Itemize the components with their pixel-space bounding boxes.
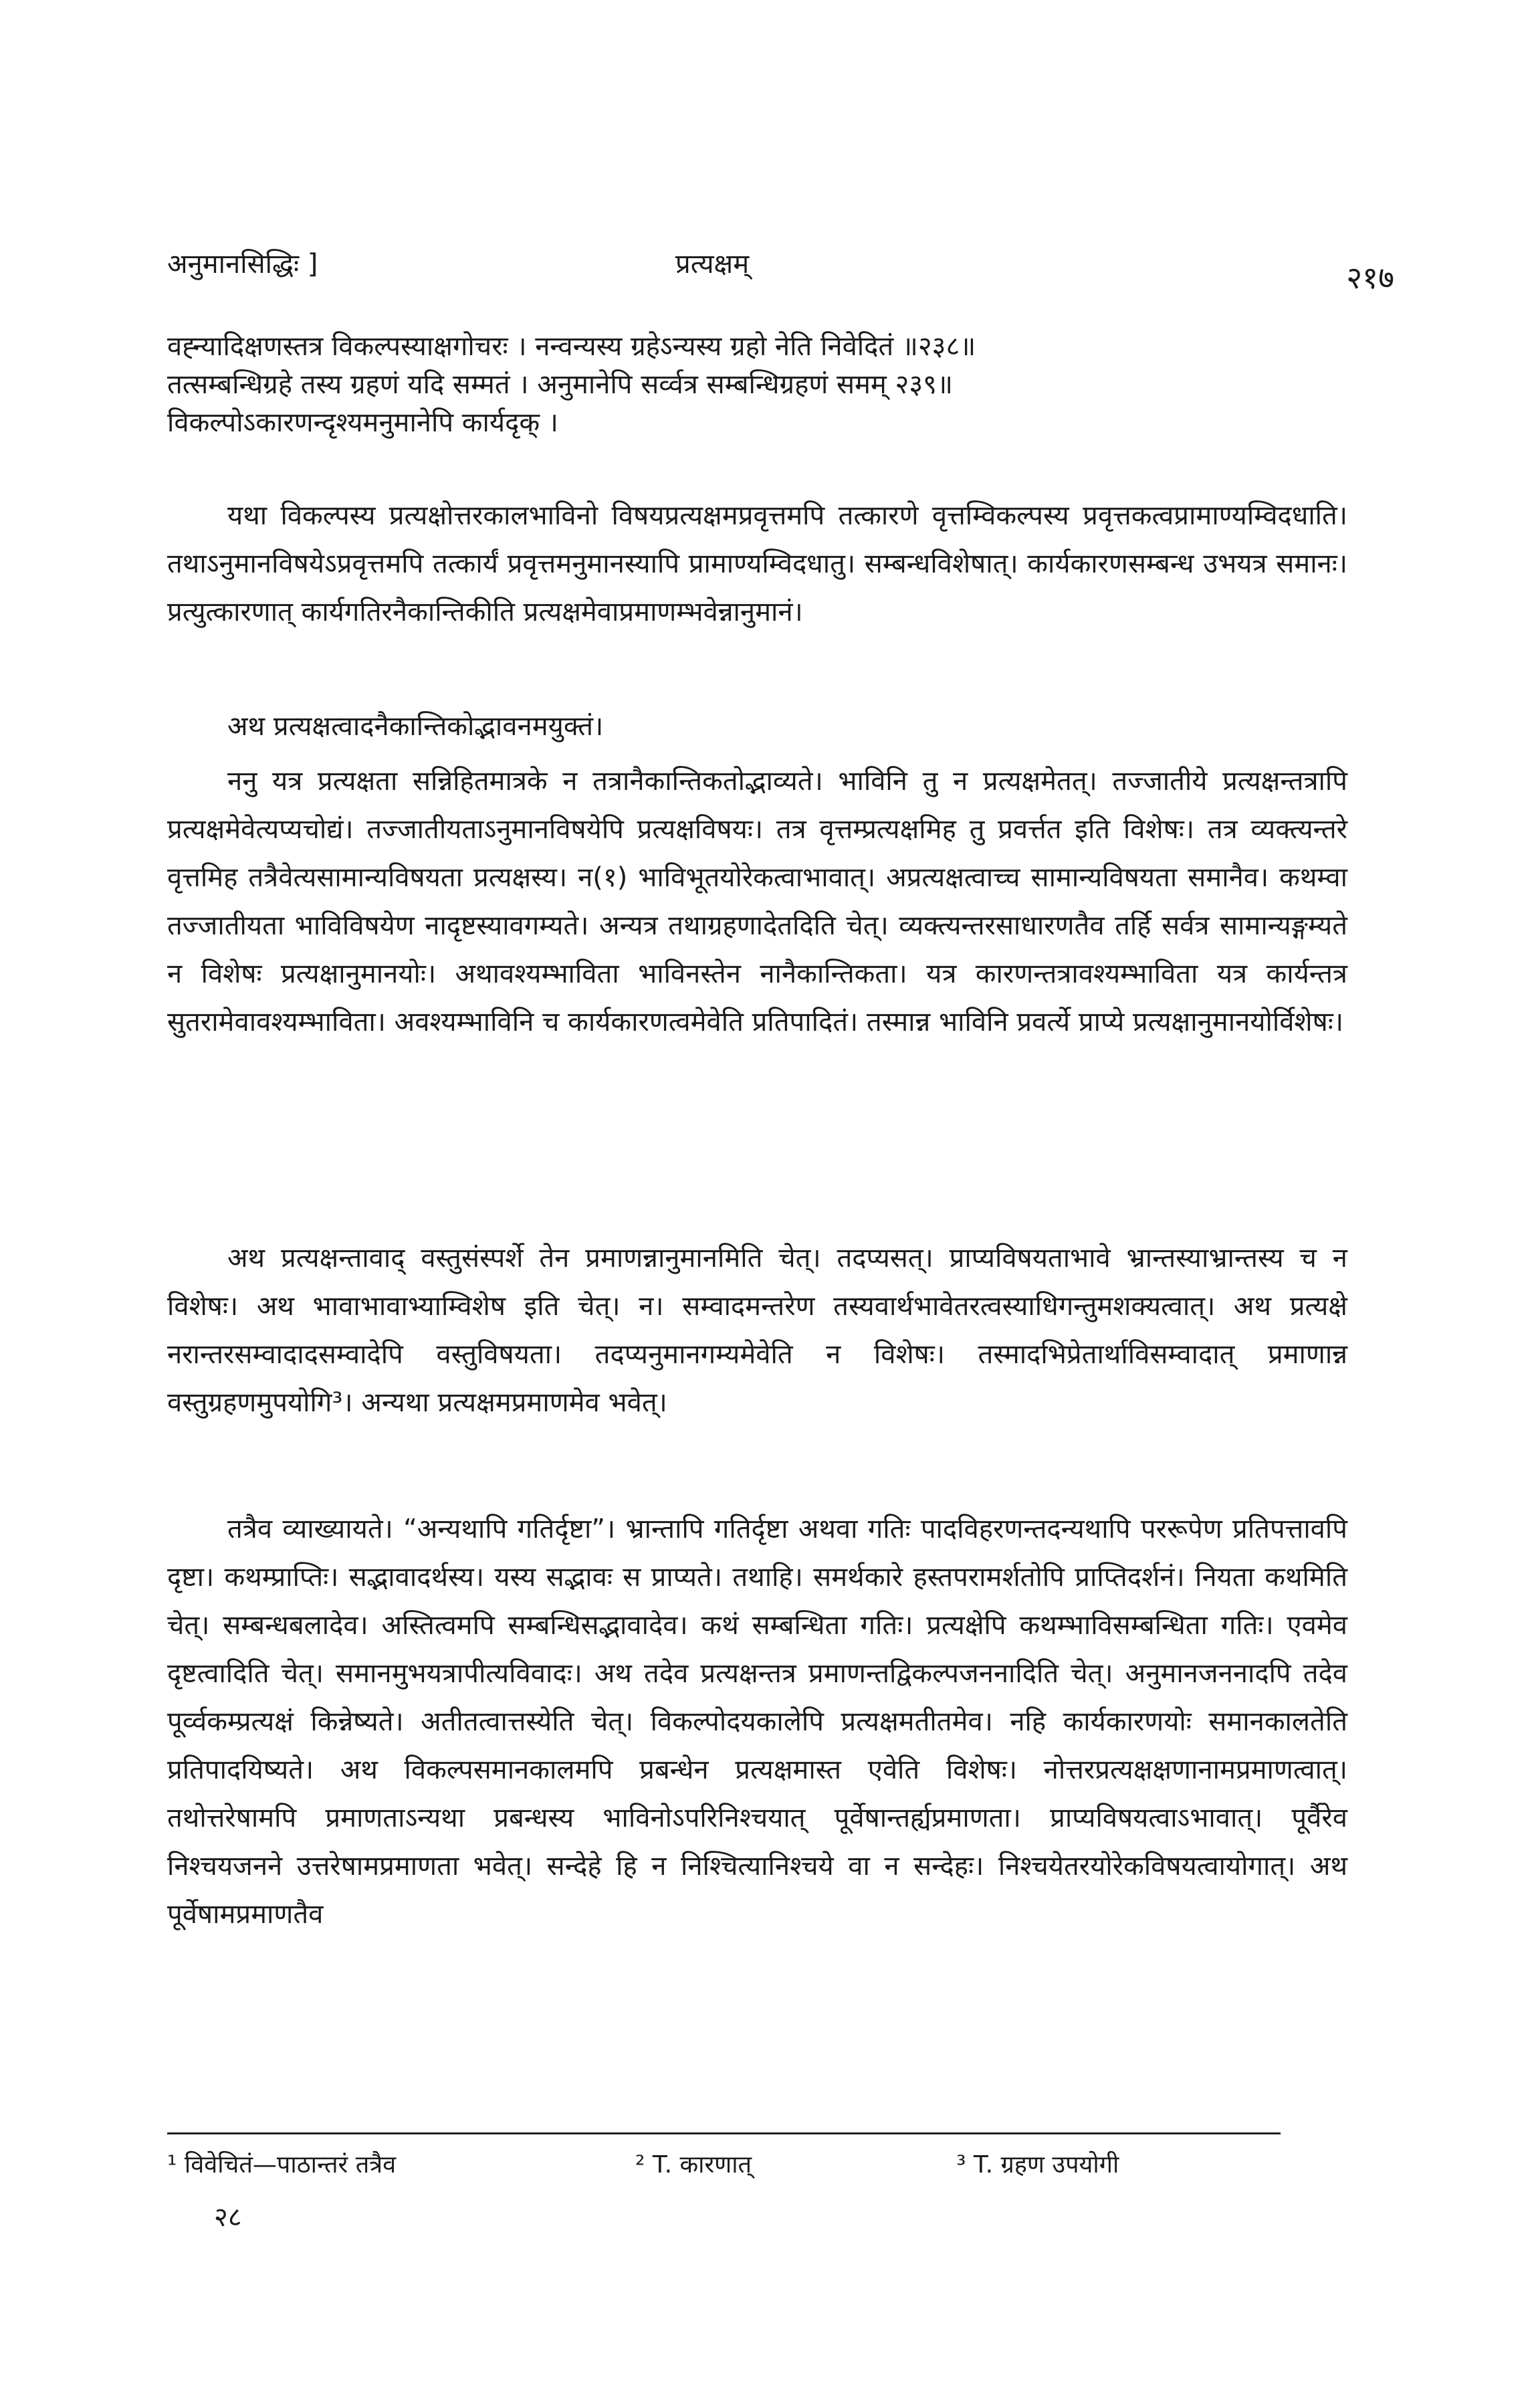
header-chapter-title: प्रत्यक्षम् [675, 249, 750, 280]
running-header [167, 244, 1394, 304]
verse-line: विकल्पोऽकारणन्दृश्यमनुमानेपि कार्यदृक् । [167, 407, 558, 438]
verse-block [167, 328, 1351, 442]
signature-mark: २८ [214, 2202, 242, 2233]
commentary-paragraph-4: तत्रैव व्याख्यायते। “अन्यथापि गतिर्दृष्टा”। भ्रान्तापि गतिर्दृष्टा अथवा गतिः पादविहरणन्तदन्यथापि पररूपेण प्रतिपत्तावपि दृष्टा। कथम्प्राप्तिः। सद्भावादर्थस्य। यस्य सद्भावः स प्राप्यते। तथाहि। समर्थकारे हस्तपरामर्शतोपि प्राप्तिदर्शनं। नियता कथमिति चेत्। सम्बन्धबलादेव। अस्तित्वमपि सम्बन्धिसद्भावादेव। कथं सम्बन्धिता गतिः। प्रत्यक्षेपि कथम्भाविसम्बन्धिता गतिः। एवमेव दृष्टत्वादिति चेत्। समानमुभयत्रापीत्यविवादः। अथ तदेव प्रत्यक्षन्तत्र प्रमाणन्तद्विकल्पजननादिति चेत्। अनुमानजननादपि तदेव पूर्व्वकम्प्रत्यक्षं किन्नेष्यते। अतीतत्वात्तस्येति चेत्। विकल्पोदयकालेपि प्रत्यक्षमतीतमेव। नहि कार्यकारणयोः समानकालतेति प्रतिपादयिष्यते। अथ विकल्पसमानकालमपि प्रबन्धेन प्रत्यक्षमास्त एवेति विशेषः। नोत्तरप्रत्यक्षक्षणानामप्रमाणत्वात्। तथोत्तरेषामपि प्रमाणताऽन्यथा प्रबन्धस्य भाविनोऽपरिनिश्चयात् पूर्वेषान्तर्ह्यप्रमाणता। प्राप्यविषयत्वाऽभावात्। पूर्वैरेव निश्चयजनने उत्तरेषामप्रमाणता भवेत्। सन्देहे हि न निश्चित्यानिश्चये वा न सन्देहः। निश्चयेतरयोरेकविषयत्वायोगात्। अथ पूर्वेषामप्रमाणतैव [167, 1514, 1347, 1930]
commentary-paragraph-2: ननु यत्र प्रत्यक्षता सन्निहितमात्रके न तत्रानैकान्तिकतोद्भाव्यते। भाविनि तु न प्रत्यक्षमेतत्। तज्जातीये प्रत्यक्षन्तत्रापि प्रत्यक्षमेवेत्यप्यचोद्यं। तज्जातीयताऽनुमानविषयेपि प्रत्यक्षविषयः। तत्र वृत्तम्प्रत्यक्षमिह तु प्रवर्त्तत इति विशेषः। तत्र व्यक्त्यन्तरे वृत्तमिह तत्रैवेत्यसामान्यविषयता प्रत्यक्षस्य। न(१) भाविभूतयोरेकत्वाभावात्। अप्रत्यक्षत्वाच्च सामान्यविषयता समानैव। कथम्वा तज्जातीयता भाविविषयेण नादृष्टस्यावगम्यते। अन्यत्र तथाग्रहणादेतदिति चेत्। व्यक्त्यन्तरसाधारणतैव तर्हि सर्वत्र सामान्यङ्गम्यते न विशेषः प्रत्यक्षानुमानयोः। अथावश्यम्भाविता भाविनस्तेन नानैकान्तिकता। यत्र कारणन्तत्रावश्यम्भाविता यत्र कार्यन्तत्र सुतरामेवावश्यम्भाविता। अवश्यम्भाविनि च कार्यकारणत्वमेवेति प्रतिपादितं। तस्मान्न भाविनि प्रवर्त्ये प्राप्ये प्रत्यक्षानुमानयोर्विशेषः। [167, 766, 1347, 1037]
verse-line: तत्सम्बन्धिग्रहे तस्य ग्रहणं यदि सम्मतं । अनुमानेपि सर्व्वत्र सम्बन्धिग्रहणं समम् २३९॥ [167, 369, 953, 400]
verse-line: वह्न्यादिक्षणस्तत्र विकल्पस्याक्षगोचरः । नन्वन्यस्य ग्रहेऽन्यस्य ग्रहो नेति निवेदितं ॥२३८॥ [167, 331, 976, 362]
commentary-paragraph-1: यथा विकल्पस्य प्रत्यक्षोत्तरकालभाविनो विषयप्रत्यक्षमप्रवृत्तमपि तत्कारणे वृत्तम्विकल्पस्य प्रवृत्तकत्वप्रामाण्यम्विदधाति। तथाऽनुमानविषयेऽप्रवृत्तमपि तत्कार्यं प्रवृत्तमनुमानस्यापि प्रामाण्यम्विदधातु। सम्बन्धविशेषात्। कार्यकारणसम्बन्ध उभयत्र समानः। प्रत्युत्कारणात् कार्यगतिरनैकान्तिकीति प्रत्यक्षमेवाप्रमाणम्भवेन्नानुमानं। [167, 500, 1347, 627]
header-book-title: अनुमानसिद्धिः ] [167, 249, 318, 280]
commentary-paragraph-3: अथ प्रत्यक्षन्तावाद् वस्तुसंस्पर्शे तेन प्रमाणन्नानुमानमिति चेत्। तदप्यसत्। प्राप्यविषयताभावे भ्रान्तस्याभ्रान्तस्य च न विशेषः। अथ भावाभावाभ्याम्विशेष इति चेत्। न। सम्वादमन्तरेण तस्यवार्थभावेतरत्वस्याधिगन्तुमशक्यत्वात्। अथ प्रत्यक्षे नरान्तरसम्वादादसम्वादेपि वस्तुविषयता। तदप्यनुमानगम्यमेवेति न विशेषः। तस्मादभिप्रेतार्थाविसम्वादात् प्रमाणान्न वस्तुग्रहणमुपयोगि³। अन्यथा प्रत्यक्षमप्रमाणमेव भवेत्। [167, 1243, 1347, 1418]
footnote-2: ² T. कारणात् [635, 2151, 752, 2179]
page-number: २१७ [1346, 260, 1394, 296]
section-heading: अथ प्रत्यक्षत्वादनैकान्तिकोद्भावनमयुक्तं। [227, 711, 604, 742]
footnote-3: ³ T. ग्रहण उपयोगी [956, 2151, 1119, 2179]
footnote-divider [167, 2132, 1281, 2134]
footnote-1: ¹ विवेचितं—पाठान्तरं तत्रैव [167, 2151, 397, 2179]
